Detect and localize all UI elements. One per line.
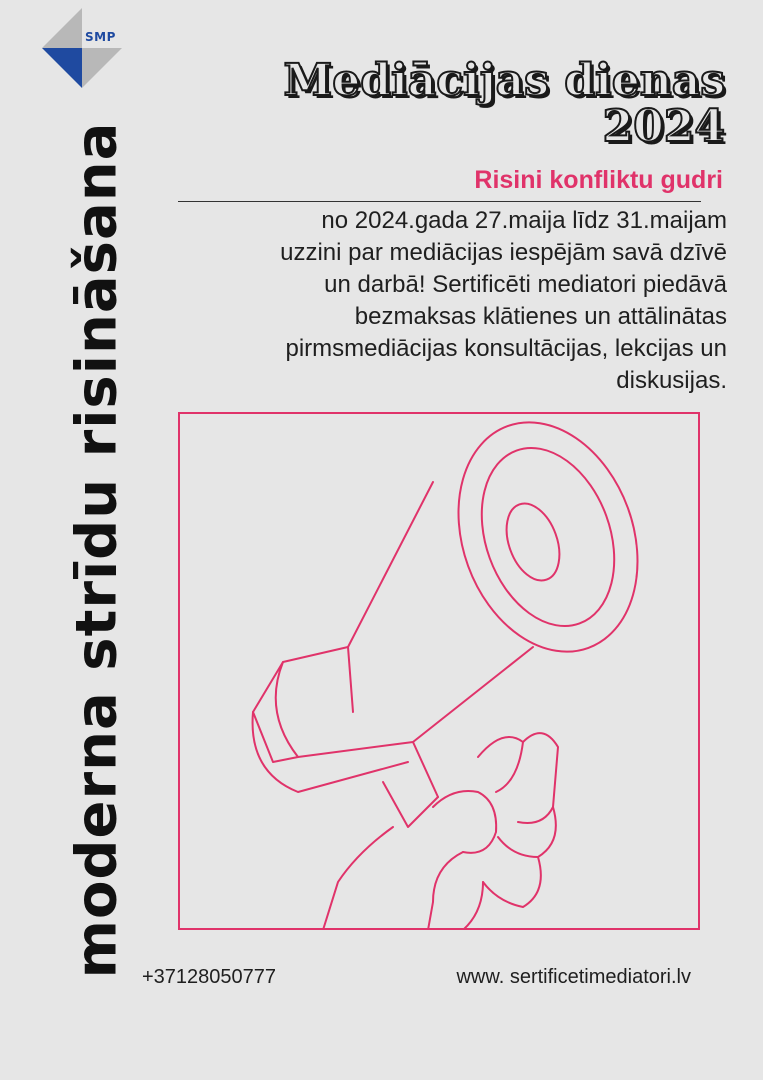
body-line: bezmaksas klātienes un attālinātas — [354, 303, 727, 330]
body-line: un darbā! Sertificēti mediatori piedāvā — [324, 271, 727, 298]
body-line: no 2024.gada 27.maija līdz 31.maijam — [321, 207, 727, 234]
smp-logo — [42, 8, 122, 88]
body-text — [187, 205, 727, 397]
body-line: uzzini par mediācijas iespējām savā dzīvē — [280, 239, 727, 266]
vertical-slogan: moderna strīdu risināšana — [64, 121, 130, 978]
body-line: diskusijas. — [616, 367, 727, 394]
subtitle: Risini konfliktu gudri — [474, 166, 723, 194]
megaphone-in-hand-icon — [178, 412, 700, 930]
title-line-2: 2024 — [602, 101, 725, 152]
body-line: pirmsmediācijas konsultācijas, lekcijas un — [285, 335, 727, 362]
smp-logo-icon — [42, 8, 122, 88]
page-title — [283, 55, 725, 152]
vertical-slogan-container — [62, 92, 132, 1007]
title-line-1: Mediācijas dienas — [283, 55, 725, 106]
divider — [178, 201, 701, 202]
phone-number[interactable]: +37128050777 — [142, 966, 277, 988]
website-link[interactable]: www. sertificetimediatori.lv — [456, 966, 691, 988]
logo-text: SMP — [85, 30, 116, 44]
